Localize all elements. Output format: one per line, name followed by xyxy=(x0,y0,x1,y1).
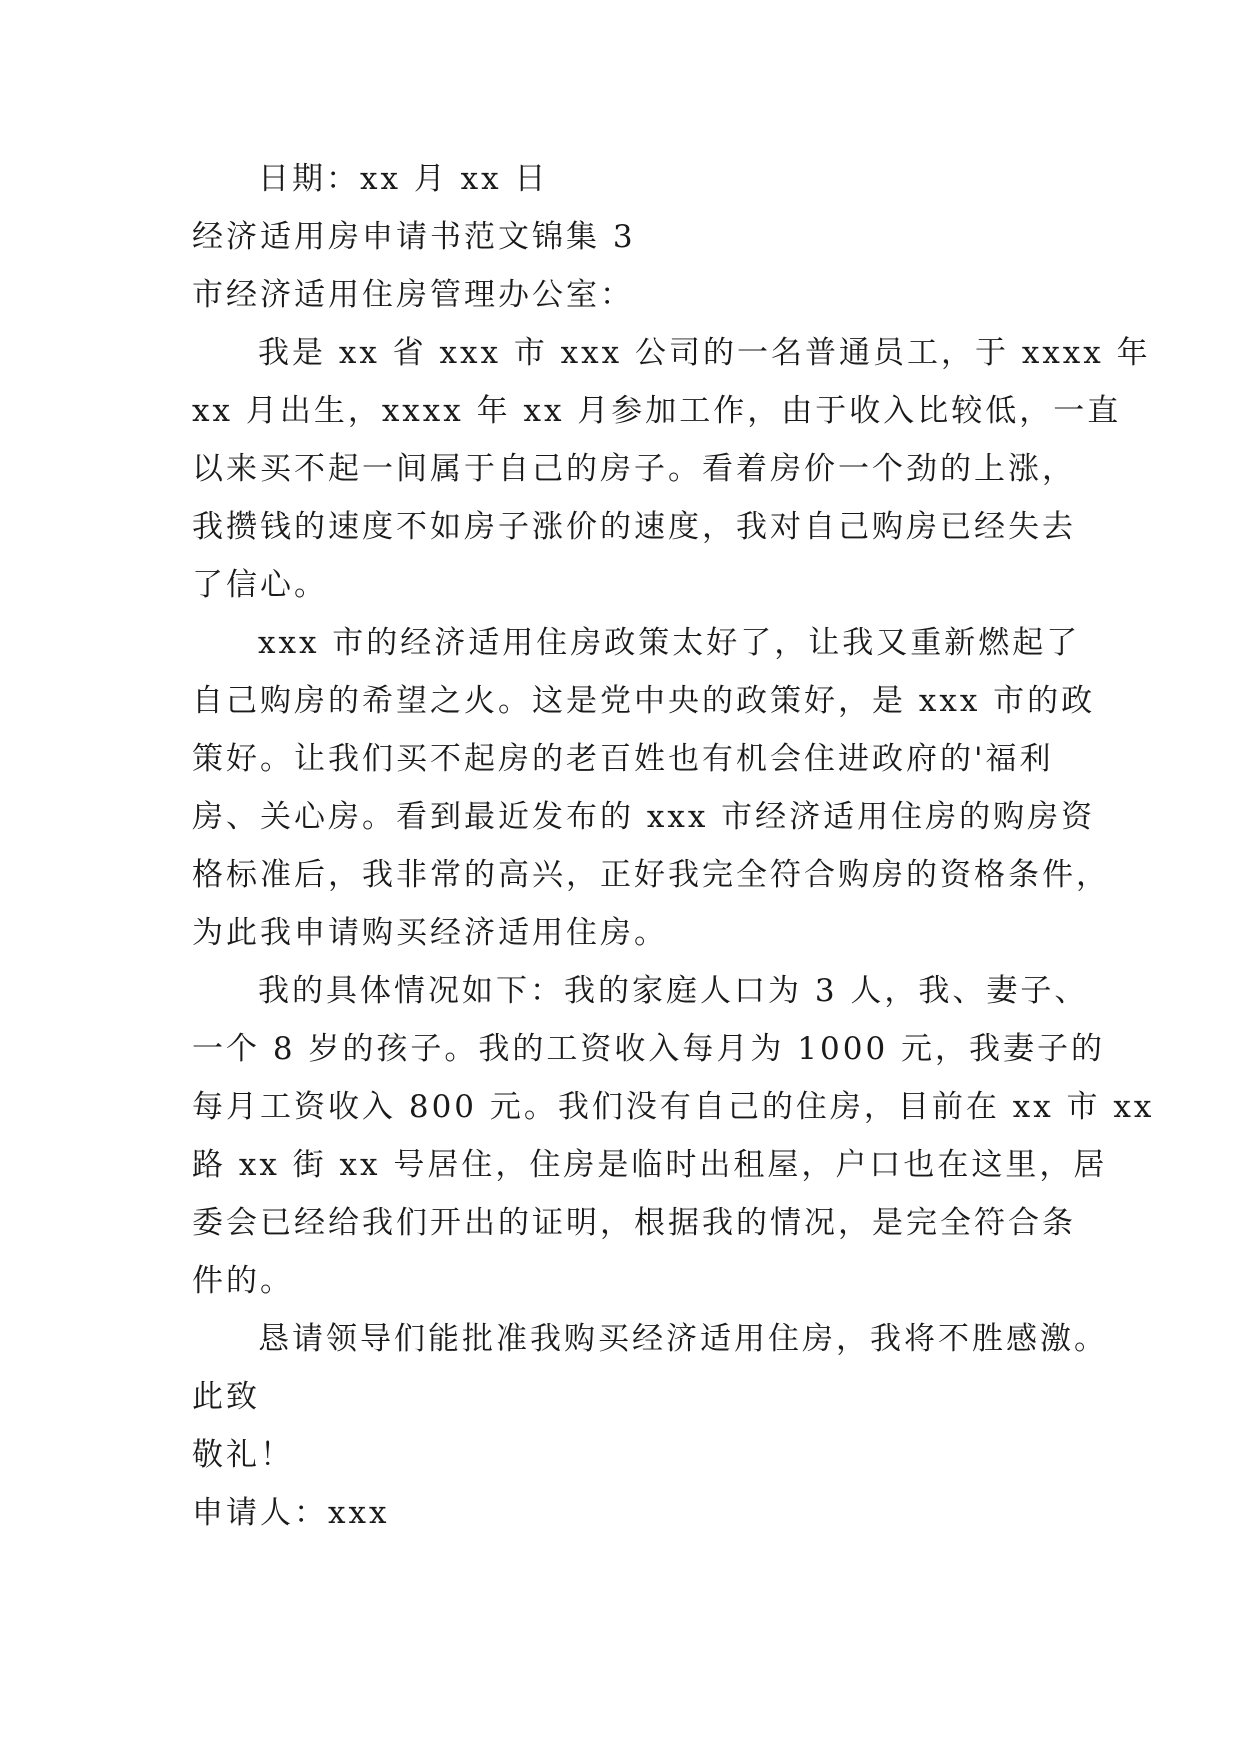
paragraph-line: 我的具体情况如下：我的家庭人口为 3 人，我、妻子、 xyxy=(258,973,1089,1009)
paragraph-line: 以来买不起一间属于自己的房子。看着房价一个劲的上涨， xyxy=(192,451,1076,487)
paragraph-2 xyxy=(192,614,1110,962)
document-page xyxy=(192,150,1155,1542)
paragraph-line: 恳请领导们能批准我购买经济适用住房，我将不胜感激。 xyxy=(258,1321,1108,1357)
paragraph-line: 一个 8 岁的孩子。我的工资收入每月为 1000 元，我妻子的 xyxy=(192,1031,1106,1067)
paragraph-line: xxx 市的经济适用住房政策太好了，让我又重新燃起了 xyxy=(258,625,1081,661)
closing-regards: 敬礼！ xyxy=(192,1437,294,1473)
recipient-line: 市经济适用住房管理办公室： xyxy=(192,277,634,313)
paragraph-line: 路 xx 街 xx 号居住，住房是临时出租屋，户口也在这里，居 xyxy=(192,1147,1108,1183)
paragraph-1 xyxy=(192,324,1151,614)
paragraph-4 xyxy=(192,1310,1108,1368)
paragraph-line: 我攒钱的速度不如房子涨价的速度，我对自己购房已经失去 xyxy=(192,509,1076,545)
paragraph-line: 每月工资收入 800 元。我们没有自己的住房，目前在 xx 市 xx xyxy=(192,1089,1155,1125)
paragraph-line: 自己购房的希望之火。这是党中央的政策好，是 xxx 市的政 xyxy=(192,683,1096,719)
paragraph-line: xx 月出生，xxxx 年 xx 月参加工作，由于收入比较低，一直 xyxy=(192,393,1122,429)
paragraph-line: 为此我申请购买经济适用住房。 xyxy=(192,915,668,951)
paragraph-line: 格标准后，我非常的高兴，正好我完全符合购房的资格条件， xyxy=(192,857,1110,893)
closing-salutation: 此致 xyxy=(192,1379,260,1415)
paragraph-line: 策好。让我们买不起房的老百姓也有机会住进政府的'福利 xyxy=(192,741,1054,777)
date-line: 日期：xx 月 xx 日 xyxy=(258,161,549,197)
paragraph-line: 件的。 xyxy=(192,1263,294,1299)
paragraph-line: 了信心。 xyxy=(192,567,328,603)
document-title: 经济适用房申请书范文锦集 3 xyxy=(192,219,636,255)
paragraph-line: 委会已经给我们开出的证明，根据我的情况，是完全符合条 xyxy=(192,1205,1076,1241)
paragraph-line: 我是 xx 省 xxx 市 xxx 公司的一名普通员工，于 xxxx 年 xyxy=(258,335,1151,371)
paragraph-3 xyxy=(192,962,1155,1310)
paragraph-line: 房、关心房。看到最近发布的 xxx 市经济适用住房的购房资 xyxy=(192,799,1096,835)
applicant-signature: 申请人：xxx xyxy=(192,1495,390,1531)
